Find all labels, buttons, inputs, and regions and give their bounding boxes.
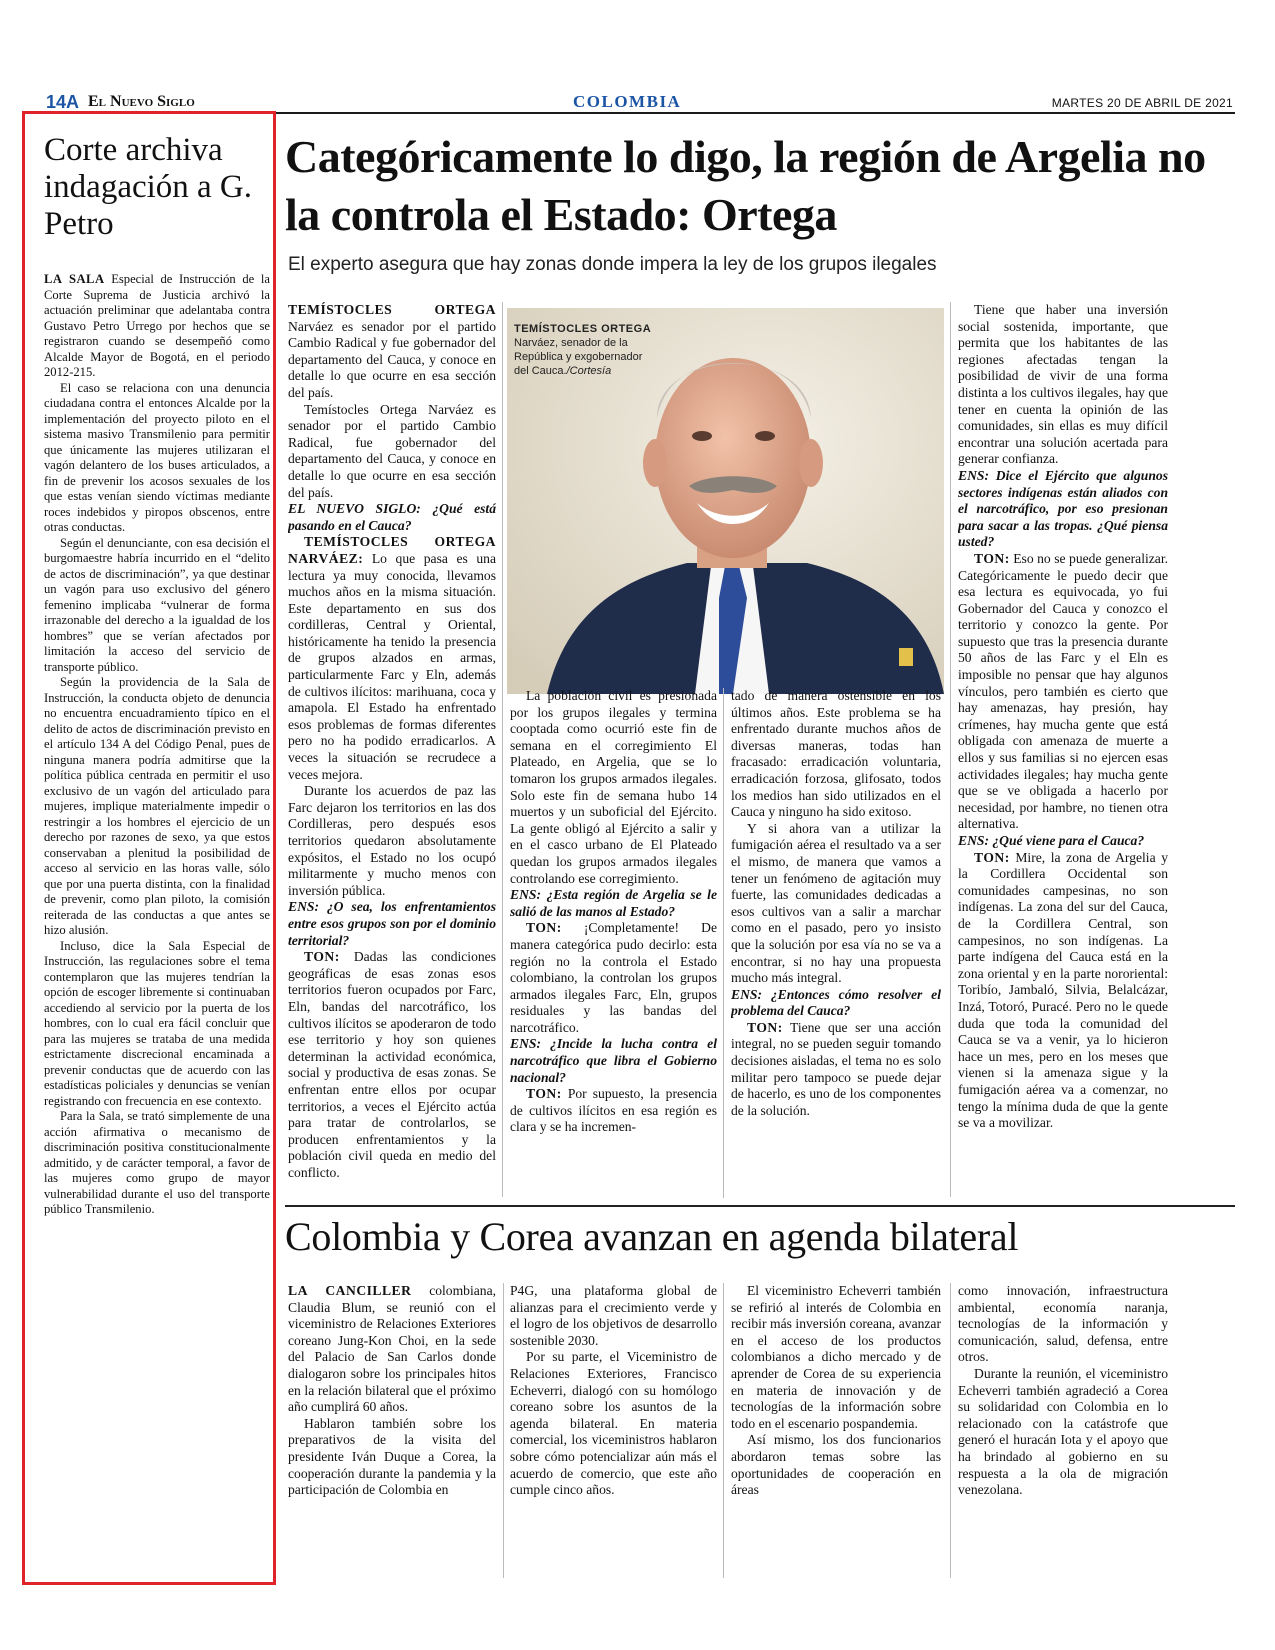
article-paragraph: La población civil es presionada por los grupos ilegales y termina cooptada como ocurrió este fin de semana en el corregimiento El Plateado, en Argelia, que se lo tomaron los grupos armados ilegales. Solo este fin de semana hubo 14 muertos y un suboficial del Ejército. La gente obligó al Ejército a salir y en el casco urbano de El Plateado quedan los grupos armados ilegales controlando ese corregimiento.: [510, 688, 717, 886]
article-paragraph: Tiene que haber una inversión social sostenida, importante, que permita que los habitantes de las regiones afectadas tengan la posibilidad de vivir de una forma distinta a los cultivos ilegales, hay que tener en cuenta la opinión de las comunidades, sin ellas es muy difícil encontrar una solución acertada para generar confianza.: [958, 302, 1168, 467]
article-paragraph: TEMÍSTOCLES ORTEGA NARVÁEZ: Lo que pasa es una lectura ya muy conocida, llevamos muchos años en la misma situación. Este departamento en sus dos cordilleras, Central y Oriental, históricamente ha tenido la presencia de grupos alzados en armas, particularmente Farc y Eln, además de cultivos ilícitos: marihuana, coca y amapola. El Estado ha enfrentado esos problemas de formas diferentes pero no ha podido erradicarlos. A veces la situación se recrudece a veces mejora.: [288, 534, 496, 782]
caption-credit: /Cortesía: [566, 365, 612, 377]
bottom-column-2: [510, 1283, 717, 1583]
main-column-2: [510, 688, 717, 1203]
bottom-headline: Colombia y Corea avanzan en agenda bilateral: [285, 1214, 1019, 1259]
article-paragraph: TEMÍSTOCLES ORTEGA Narváez es senador por el partido Cambio Radical y fue gobernador del departamento del Cauca, y conoce en detalle lo que ocurre en esa sección del país.: [288, 302, 496, 400]
column-rule: [502, 302, 503, 1197]
page-number: 14A: [46, 92, 80, 112]
sidebar-headline: Corte archiva indagación a G. Petro: [44, 132, 253, 242]
bottom-column-3: [731, 1283, 941, 1583]
article-paragraph: Así mismo, los dos funcionarios abordaron temas sobre las oportunidades de cooperación en áreas: [731, 1432, 941, 1498]
column-rule: [503, 1283, 504, 1578]
article-paragraph: como innovación, infraestructura ambiental, economía naranja, tecnologías de la información y comunicación, salud, defensa, entre otros.: [958, 1283, 1168, 1365]
article-paragraph: TON: Eso no se puede generalizar. Categóricamente le puedo decir que esa lectura es equivocada, yo fui Gobernador del Cauca y conozco el territorio y conozco la gente. Por supuesto que tras la presencia durante 50 años de las Farc y el Eln es imposible no pensar que hay algunos vínculos, pero también es cierto que hay amenazas, hay presión, hay crímenes, hay mucha gente que está obligada con amenaza de muerte a ellos y sus familias si no ejercen esas actividades ilegales; hay mucha gente que se ve obligada a hacerlo por necesidad, por hambre, no tienen otra alternativa.: [958, 550, 1168, 832]
sidebar-paragraph: El caso se relaciona con una denuncia ciudadana contra el entonces Alcalde por la implementación del proyecto piloto en el sistema masivo Transmilenio para permitir que únicamente las mujeres utilizaran el vagón delantero de los buses articulados, a fin de prevenir los acosos sexuales de los que estas venían siendo víctimas mediante roces indebidos y piropos obscenos, entre otras conductas.: [44, 380, 270, 534]
sidebar-paragraph: Para la Sala, se trató simplemente de una acción afirmativa o mecanismo de discriminación positiva constitucionalmente admitido, y de carácter temporal, a favor de las mujeres como grupo de mayor vulnerabilidad durante el uso del transporte público Transmilenio.: [44, 1109, 270, 1216]
article-paragraph: TON: Dadas las condiciones geográficas de esas zonas esos territorios fueron ocupados por Farc, Eln, bandas del narcotráfico, los cultivos ilícitos se apoderaron de todo ese territorio y hoy son quienes determinan la actividad económica, social y productiva de esas zonas. Se enfrentan entre ellos por ocupar territorios, a veces el Ejército actúa para tratar de controlarlos, se producen enfrentamientos y la población civil queda en medio del conflicto.: [288, 949, 496, 1180]
speaker-lead: TON:: [974, 849, 1010, 865]
article-paragraph: Temístocles Ortega Narváez es senador por el partido Cambio Radical, fue gobernador del departamento del Cauca, y conoce en detalle lo que ocurre en esa sección del país.: [288, 401, 496, 500]
article-paragraph: TON: Mire, la zona de Argelia y la Cordillera Occidental son comunidades campesinas, no son indígenas. La zona del sur del Cauca, de la Cordillera Central, son campesinos, no son indígenas. La parte indígena del Cauca está en la zona oriental y en la parte nororiental: Toribío, Jambaló, Silvia, Belalcázar, Inzá, Totoró, Puracé. Pero no le quede duda que toda la comunidad del Cauca se va a venir, ya lo hicieron hace un mes, pero en los meses que vienen si la amenaza sigue y la fumigación aérea va a comenzar, no tengo la mínima duda de que la gente se va a movilizar.: [958, 849, 1168, 1131]
speaker-lead: TON:: [747, 1019, 783, 1035]
article-paragraph: Y si ahora van a utilizar la fumigación aérea el resultado va a ser el mismo, de manera que vamos a tener un fenómeno de agitación muy fuerte, las comunidades dedicadas a esos cultivos van a salir a marchar como en el pasado, pero yo insisto que la solución por esa vía no se va a encontrar, si no hay una propuesta mucho más integral.: [731, 820, 941, 986]
main-deck: El experto asegura que hay zonas donde impera la ley de los grupos ilegales: [288, 254, 937, 275]
sidebar-lead: LA SALA: [44, 272, 105, 286]
speaker-lead: TEMÍSTOCLES ORTEGA NARVÁEZ:: [288, 534, 496, 566]
caption-text: Narváez, senador de la República y exgobernador del Cauca.: [514, 337, 643, 377]
sidebar-paragraph: Según la providencia de la Sala de Instrucción, la conducta objeto de denuncia no encuentra encuadramiento típico en el delito de actos de discriminación previsto en el artículo 134 A del Código Penal, pues de ninguna manera podría admitirse que la política pública centrada en permitir el uso exclusivo de un vagón del articulado para mujeres, implique materialmente impedir o restringir a los hombres el ejercicio de un derecho por razones de sexo, ya que estos conservaban a plenitud la posibilidad de acceso al servicio en las horas valle, sólo que por una puerta distinta, con la finalidad de prevenir, como plan piloto, la comisión reiterada de las conductas a que antes se hizo alusión.: [44, 675, 270, 937]
interview-question: ENS: ¿Incide la lucha contra el narcotráfico que libra el Gobierno nacional?: [510, 1036, 717, 1085]
speaker-lead: LA CANCILLER: [288, 1283, 412, 1298]
sidebar-paragraph: Según el denunciante, con esa decisión el burgomaestre habría incurrido en el “delito de actos de discriminación”, ya que destinar un vagón para uso exclusivo del género femenino implicaba “vulnerar de forma irrazonable del derecho a la igualdad de los hombres” que se verían afectados por limitación la acceso del servicio de transporte público.: [44, 535, 270, 674]
speaker-lead: TON:: [526, 1086, 562, 1102]
section-divider: [285, 1205, 1235, 1207]
interview-question: ENS: ¿Esta región de Argelia se le salió de las manos al Estado?: [510, 887, 717, 919]
interview-question: ENS: Dice el Ejército que algunos sectores indígenas están aliados con el narcotráfico, por eso presionan para sacar a las tropas. ¿Qué piensa usted?: [958, 467, 1168, 550]
main-column-3: [731, 688, 941, 1203]
article-paragraph: LA CANCILLER colombiana, Claudia Blum, se reunió con el viceministro de Relaciones Exteriores coreano Jung-Kon Choi, en la sede del Palacio de San Carlos donde dialogaron sobre los principales hitos en la relación bilateral que el próximo año cumplirá 60 años.: [288, 1283, 496, 1415]
speaker-lead: TON:: [974, 550, 1010, 566]
column-rule: [723, 688, 724, 1198]
article-paragraph: TON: Por supuesto, la presencia de cultivos ilícitos en esa región es clara y se ha incremen-: [510, 1086, 717, 1135]
bottom-column-4: [958, 1283, 1168, 1583]
caption-name: TEMÍSTOCLES ORTEGA: [514, 323, 652, 335]
article-paragraph: tado de manera ostensible en los últimos años. Este problema se ha enfrentado durante muchos años de diversas maneras, todas han fracasado: erradicación voluntaria, erradicación forzosa, glifosato, todos los medios han sido utilizados en el Cauca y ninguno ha sido exitoso.: [731, 688, 941, 820]
article-paragraph: El viceministro Echeverri también se refirió al interés de Colombia en recibir más inversión coreana, avanzar en el acceso de los productos colombianos a dicho mercado y de aprender de Corea de su experiencia en materia de innovación y de tecnologías de la información sobre todo en el escenario pospandemia.: [731, 1283, 941, 1431]
sidebar-paragraph: LA SALA Especial de Instrucción de la Corte Suprema de Justicia archivó la actuación preliminar que adelantaba contra Gustavo Petro Urrego por hechos que se registraron cuando se desempeñó como Alcalde Mayor de Bogotá, en el periodo 2012-215.: [44, 272, 270, 379]
article-paragraph: Hablaron también sobre los preparativos de la visita del presidente Iván Duque a Corea, la cooperación durante la pandemia y la participación de Colombia en: [288, 1415, 496, 1498]
article-paragraph: Durante la reunión, el viceministro Echeverri también agradeció a Corea su solidaridad con Colombia en lo relacionado con la catástrofe que generó el huracán Iota y el apoyo que ha brindado al gobierno en su respuesta a la ola de migración venezolana.: [958, 1365, 1168, 1498]
column-rule: [950, 302, 951, 1197]
speaker-lead: TEMÍSTOCLES ORTEGA: [288, 302, 496, 317]
article-paragraph: P4G, una plataforma global de alianzas para el crecimiento verde y el logro de los objetivos de desarrollo sostenible 2030.: [510, 1283, 717, 1348]
article-paragraph: TON: ¡Completamente! De manera categórica pudo decirlo: esta región no la controla el Estado colombiano, la controlan los grupos armados ilegales Farc, Eln, grupos residuales y las bandas del narcotráfico.: [510, 920, 717, 1035]
interview-question: ENS: ¿Qué viene para el Cauca?: [958, 833, 1145, 848]
issue-date: MARTES 20 DE ABRIL DE 2021: [1051, 96, 1233, 110]
section-name: COLOMBIA: [573, 92, 682, 111]
interview-question: EL NUEVO SIGLO: ¿Qué está pasando en el Cauca?: [288, 501, 496, 533]
interview-question: ENS: ¿O sea, los enfrentamientos entre esos grupos son por el dominio territorial?: [288, 899, 496, 948]
article-paragraph: Durante los acuerdos de paz las Farc dejaron los territorios en las dos Cordilleras, pero después esos territorios quedaron absolutamente expósitos, el Estado no los ocupó militarmente y mucho menos con inversión pública.: [288, 783, 496, 898]
speaker-lead: TON:: [304, 949, 340, 965]
interview-question: ENS: ¿Entonces cómo resolver el problema del Cauca?: [731, 986, 941, 1019]
column-rule: [723, 1283, 724, 1578]
article-paragraph: Por su parte, el Viceministro de Relaciones Exteriores, Francisco Echeverri, dialogó con su homólogo coreano sobre los asuntos de la agenda bilateral. En materia comercial, los viceministros hablaron sobre cómo potencializar aún más el acuerdo de comercio, que este año cumple cinco años.: [510, 1349, 717, 1498]
article-paragraph: TON: Tiene que ser una acción integral, no se pueden seguir tomando decisiones aisladas, el tema no es solo militar pero tampoco se puede dejar de hacerlo, es uno de los componentes de la solución.: [731, 1019, 941, 1118]
photo-caption: [514, 322, 654, 378]
sidebar-paragraph: Incluso, dice la Sala Especial de Instrucción, las regulaciones sobre el tema contemplaron que las mujeres tendrían la opción de escoger libremente si continuaban accediendo al servicio por la puerta de los hombres, con lo cual era fácil concluir que para las mujeres se trataba de una medida estrictamente discrecional encaminada a prevenir conductas que de acuerdo con las estadísticas policiales y denuncias se venían registrando con frecuencia en ese contexto.: [44, 938, 270, 1108]
newspaper-name: El Nuevo Siglo: [88, 93, 195, 110]
speaker-lead: TON:: [526, 920, 562, 936]
sidebar-body: [44, 272, 270, 1572]
column-rule: [950, 1283, 951, 1578]
main-column-4: [958, 302, 1168, 1202]
bottom-column-1: [288, 1283, 496, 1583]
main-column-1: [288, 302, 496, 1202]
main-headline: Categóricamente lo digo, la región de Argelia no la controla el Estado: Ortega: [285, 131, 1206, 240]
